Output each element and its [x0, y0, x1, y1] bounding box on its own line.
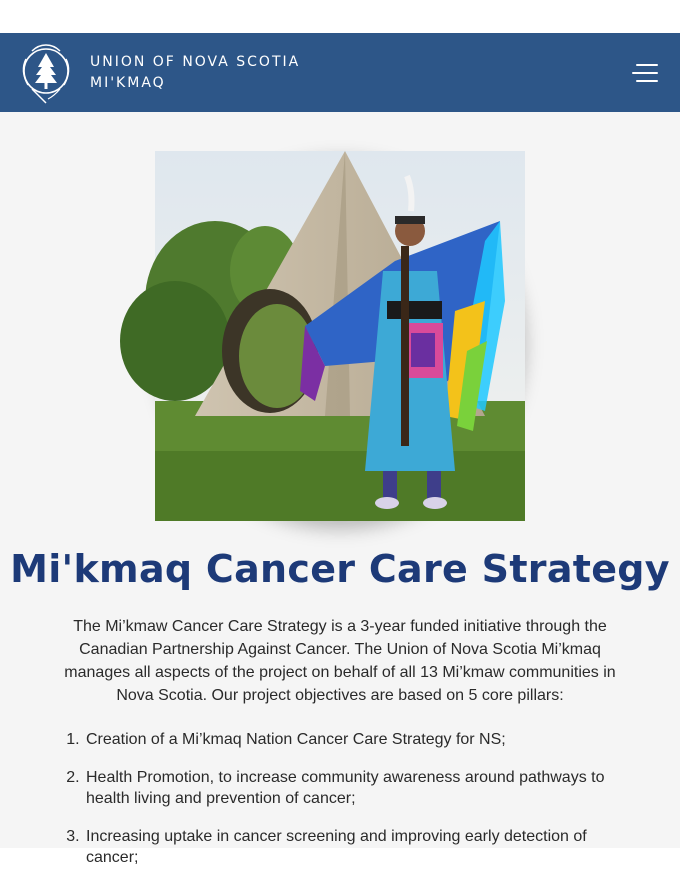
site-header: [0, 33, 680, 112]
main-content: [0, 112, 680, 866]
hamburger-menu-icon[interactable]: [632, 62, 658, 84]
list-item: 3. Increasing uptake in cancer screening and improving early detection of cancer;: [84, 826, 620, 868]
pillars-list: [84, 729, 620, 868]
brand-link[interactable]: [18, 41, 300, 105]
feather-tree-logo-icon: [18, 41, 74, 105]
list-item: 1. Creation of a Mi’kmaq Nation Cancer Care Strategy for NS;: [84, 729, 620, 750]
page-title: Mi'kmaq Cancer Care Strategy: [10, 547, 670, 591]
org-name-line1: UNION OF NOVA SCOTIA: [90, 53, 301, 70]
top-strip: [0, 0, 680, 33]
list-item: 2. Health Promotion, to increase community awareness around pathways to health living and prevention of cancer;: [84, 767, 620, 809]
hero-image: [155, 151, 525, 521]
org-name-line2: MI'KMAQ: [90, 74, 166, 91]
intro-paragraph: The Mi’kmaw Cancer Care Strategy is a 3-year funded initiative through the Canadian Partnership Against Cancer. The Union of Nova Scotia Mi’kmaq manages all aspects of the project on behalf of all 13 Mi’kmaw communities in Nova Scotia. Our project objectives are based on 5 core pillars:: [64, 618, 616, 704]
org-name: [90, 52, 300, 94]
hero: [0, 112, 680, 521]
